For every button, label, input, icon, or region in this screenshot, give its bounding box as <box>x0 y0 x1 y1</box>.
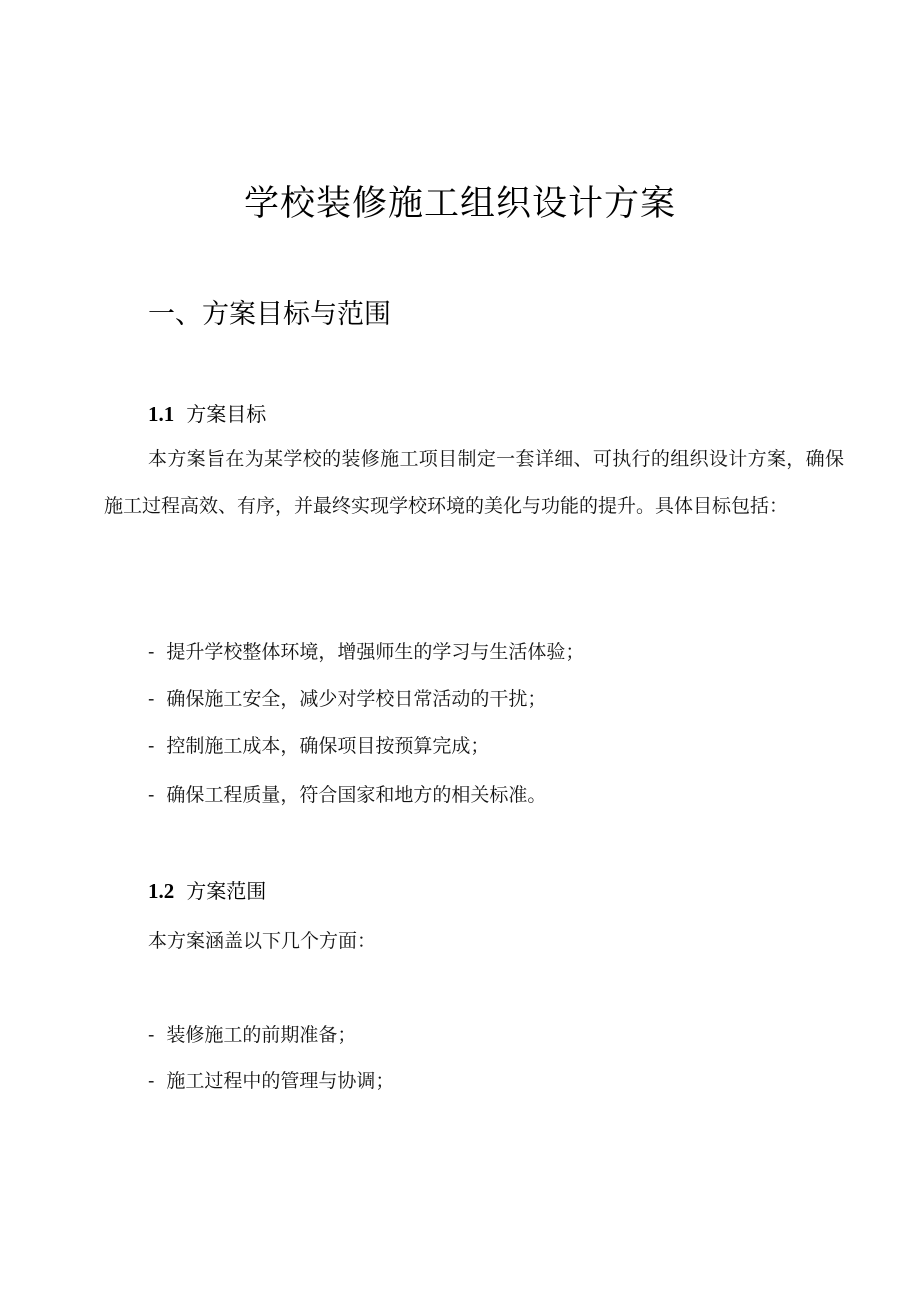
list-item-text: 控制施工成本，确保项目按预算完成； <box>166 735 490 757</box>
bullet-marker: - <box>148 784 155 806</box>
list-item-text: 提升学校整体环境，增强师生的学习与生活体验； <box>166 641 585 663</box>
list-item <box>148 780 546 807</box>
list-item <box>148 1066 394 1093</box>
bullet-marker: - <box>148 735 155 757</box>
list-item-text: 确保施工安全，减少对学校日常活动的干扰； <box>166 688 547 710</box>
list-item <box>148 637 584 664</box>
list-item-text: 施工过程中的管理与协调； <box>166 1070 395 1092</box>
document-title: 学校装修施工组织设计方案 <box>243 184 676 224</box>
subsection-heading-1-1 <box>148 398 266 427</box>
subsection-number: 1.1 <box>148 402 175 426</box>
paragraph-scope: 本方案涵盖以下几个方面： <box>148 930 377 952</box>
list-item-text: 装修施工的前期准备； <box>166 1024 357 1046</box>
subsection-title: 方案范围 <box>186 879 267 903</box>
list-item <box>148 1020 356 1047</box>
bullet-marker: - <box>148 688 155 710</box>
subsection-title: 方案目标 <box>186 402 267 426</box>
bullet-marker: - <box>148 1070 155 1092</box>
list-item <box>148 684 546 711</box>
bullet-marker: - <box>148 1024 155 1046</box>
subsection-number: 1.2 <box>148 879 175 903</box>
section-heading-1: 一、方案目标与范围 <box>148 299 391 330</box>
list-item-text: 确保工程质量，符合国家和地方的相关标准。 <box>166 784 547 806</box>
list-item <box>148 731 489 758</box>
bullet-marker: - <box>148 641 155 663</box>
paragraph-goals: 本方案旨在为某学校的装修施工项目制定一套详细、可执行的组织设计方案，确保施工过程高效、有序，并最终实现学校环境的美化与功能的提升。具体目标包括： <box>104 448 844 517</box>
subsection-heading-1-2 <box>148 875 266 904</box>
